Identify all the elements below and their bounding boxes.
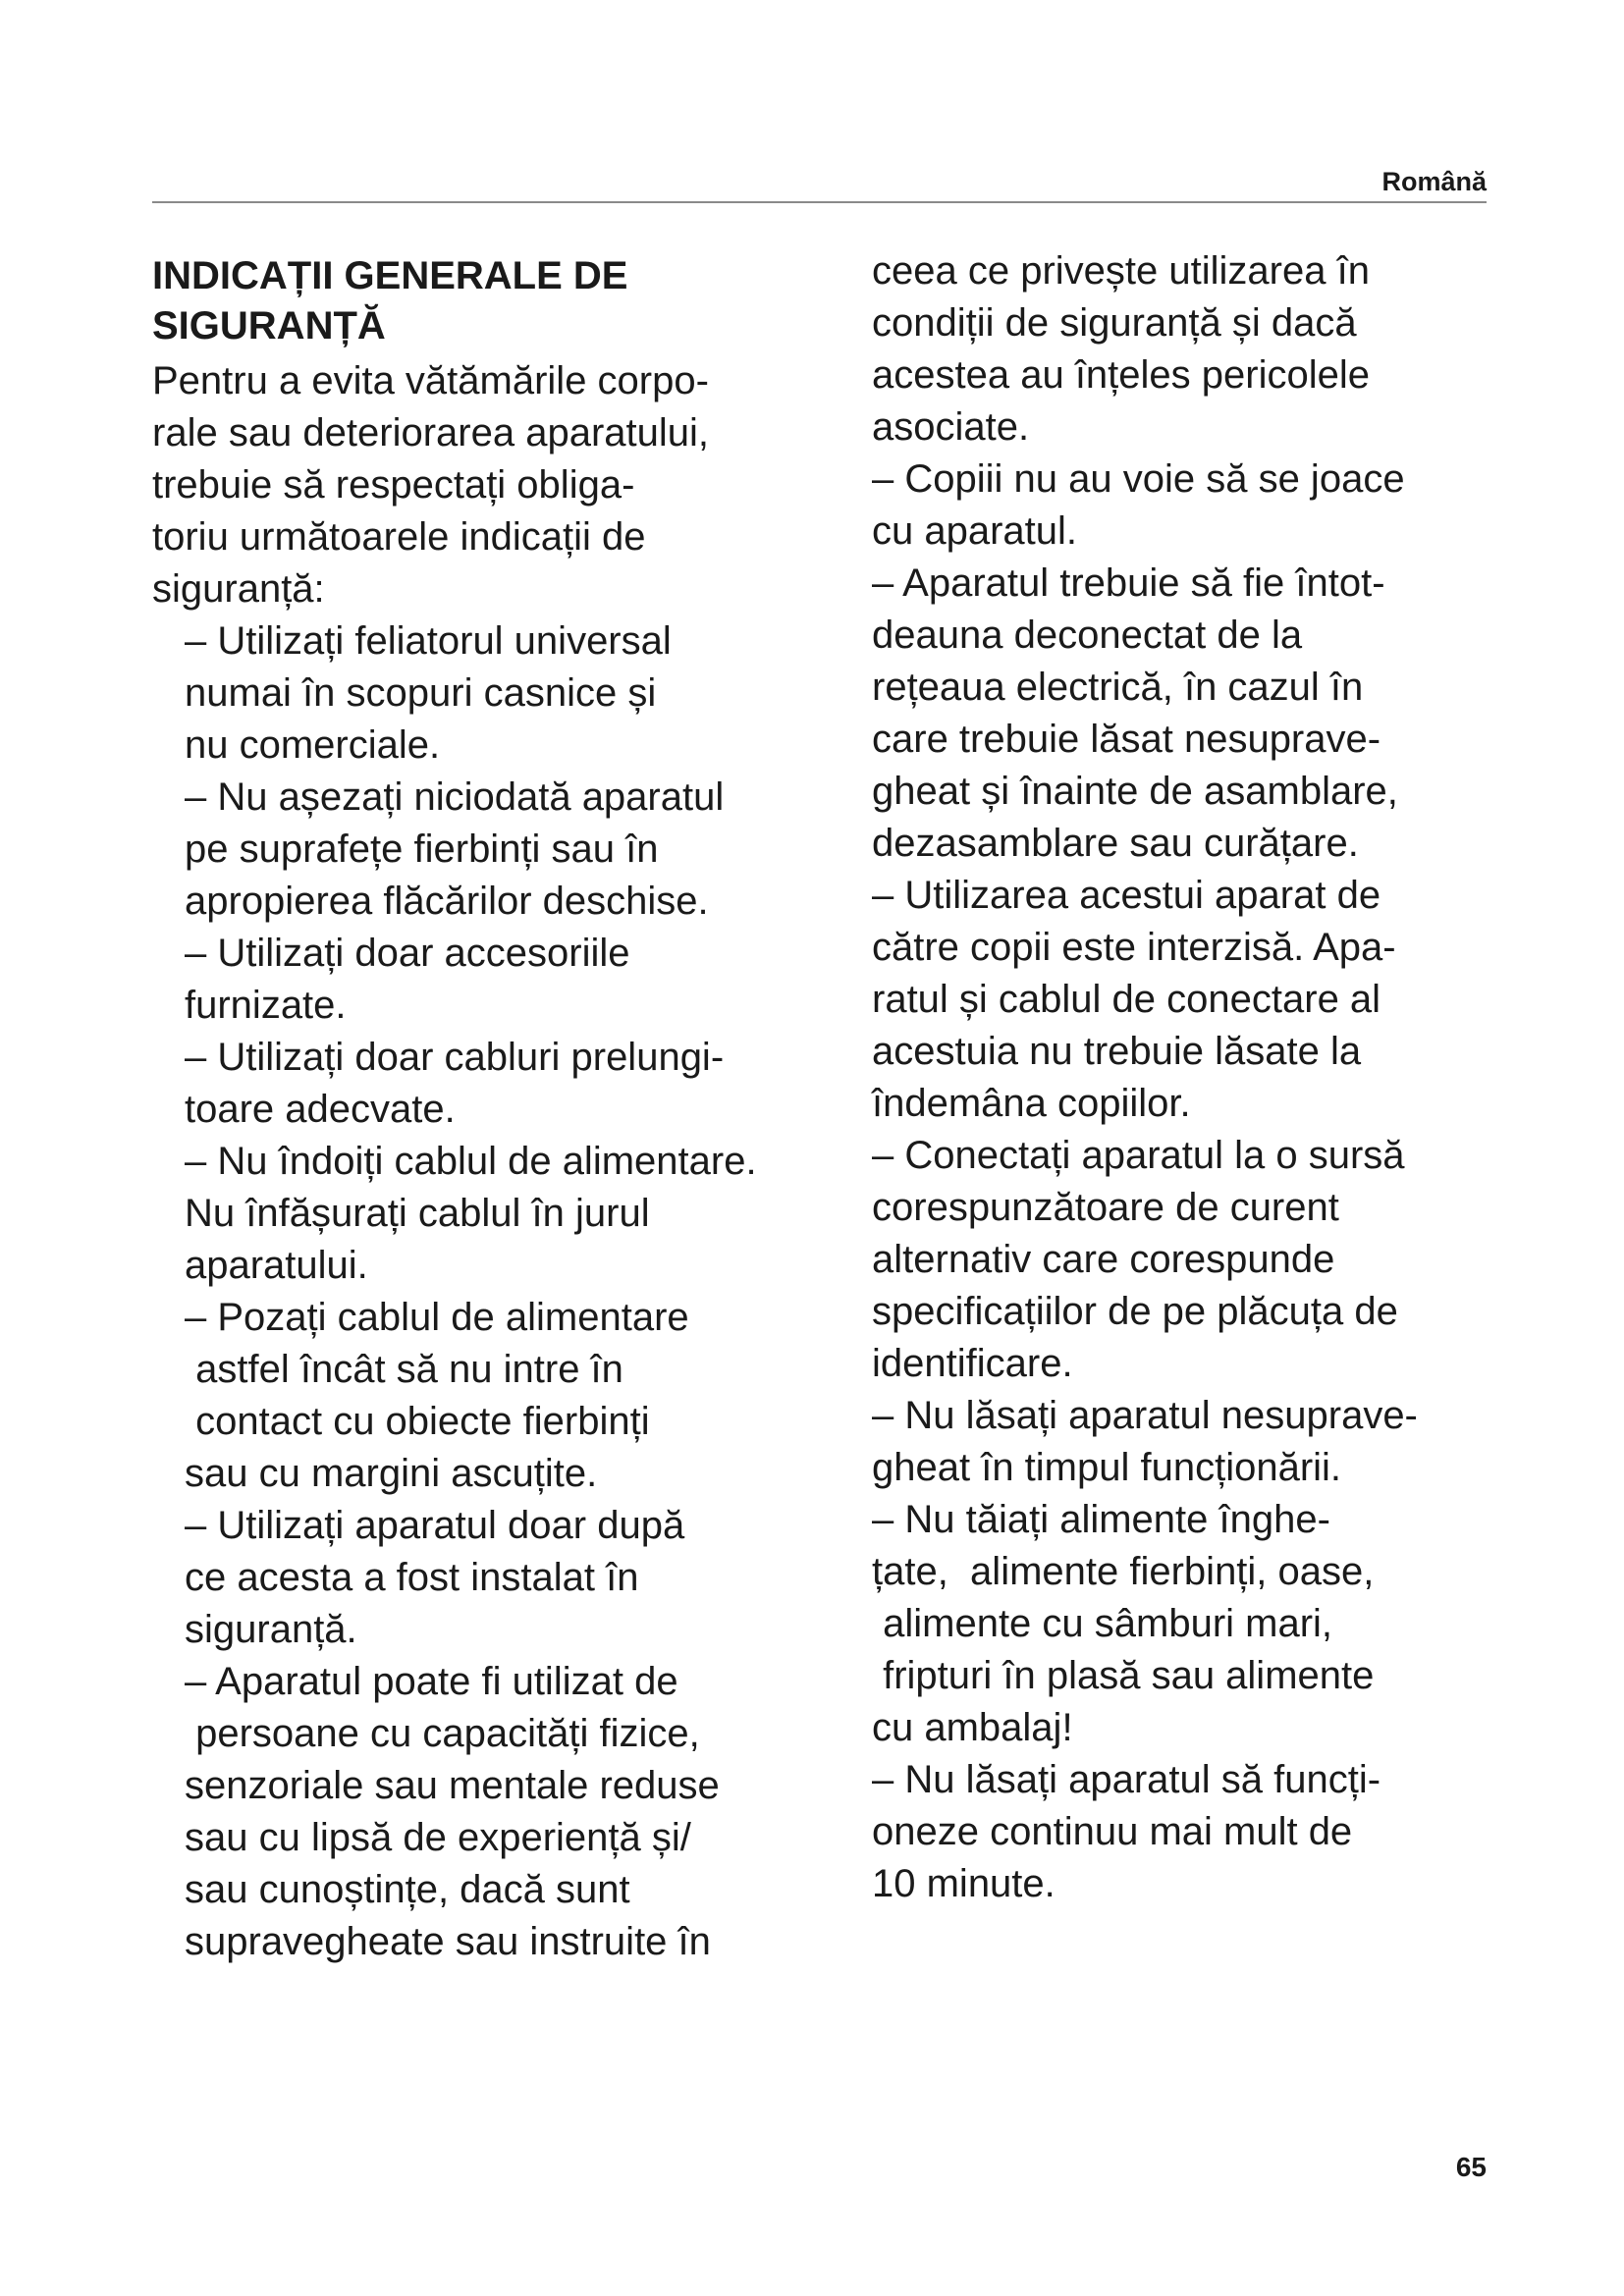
list-line: ce acesta a fost instalat în <box>185 1556 639 1599</box>
list-line: sau cunoștințe, dacă sunt <box>185 1868 630 1911</box>
list-line: țate, alimente fierbinți, oase, <box>872 1550 1375 1593</box>
intro-line: Pentru a evita vătămările corpo- <box>152 359 709 402</box>
list-line: – Utilizarea acestui aparat de <box>872 874 1381 917</box>
list-line: – Copiii nu au voie să se joace <box>872 457 1405 501</box>
list-line: acestea au înțeles pericolele <box>872 353 1370 397</box>
list-line: rețeaua electrică, în cazul în <box>872 666 1364 709</box>
list-line: dezasamblare sau curățare. <box>872 822 1359 865</box>
list-line: persoane cu capacități fizice, <box>185 1712 700 1755</box>
list-line: apropierea flăcărilor deschise. <box>185 880 709 923</box>
list-line: numai în scopuri casnice și <box>185 671 657 715</box>
title-line: INDICAȚII GENERALE DE <box>152 254 628 297</box>
list-line: Nu înfășurați cablul în jurul <box>185 1192 650 1235</box>
list-line: aparatului. <box>185 1244 368 1287</box>
list-line: fripturi în plasă sau alimente <box>872 1654 1375 1697</box>
list-line: condiții de siguranță și dacă <box>872 301 1357 345</box>
header-divider <box>152 201 1487 203</box>
list-line: toare adecvate. <box>185 1088 456 1131</box>
list-line: 10 minute. <box>872 1862 1056 1905</box>
list-line: pe suprafețe fierbinți sau în <box>185 828 659 871</box>
list-line: acestuia nu trebuie lăsate la <box>872 1030 1362 1073</box>
list-line: – Nu lăsați aparatul să funcți- <box>872 1758 1381 1801</box>
list-line: siguranță. <box>185 1608 357 1651</box>
header-language-label: Română <box>1381 167 1487 196</box>
list-line: ceea ce privește utilizarea în <box>872 249 1370 293</box>
list-line: specificațiilor de pe plăcuța de <box>872 1290 1398 1333</box>
safety-list-left <box>152 615 839 1968</box>
intro-line: toriu următoarele indicații de <box>152 515 646 559</box>
list-line: asociate. <box>872 405 1030 449</box>
list-line: alimente cu sâmburi mari, <box>872 1602 1333 1645</box>
list-line: gheat în timpul funcționării. <box>872 1446 1342 1489</box>
list-line: îndemâna copiilor. <box>872 1082 1191 1125</box>
list-line: – Utilizați doar accesoriile <box>185 932 630 975</box>
list-line: care trebuie lăsat nesuprave- <box>872 718 1381 761</box>
list-line: – Nu așezați niciodată aparatul <box>185 775 725 819</box>
list-line: – Pozați cablul de alimentare <box>185 1296 689 1339</box>
title-line: SIGURANȚĂ <box>152 304 386 347</box>
list-line: alternativ care corespunde <box>872 1238 1335 1281</box>
list-line: – Aparatul poate fi utilizat de <box>185 1660 678 1703</box>
page-number: 65 <box>1455 2152 1487 2182</box>
intro-line: rale sau deteriorarea aparatului, <box>152 411 710 454</box>
list-line: supravegheate sau instruite în <box>185 1920 711 1963</box>
list-line: – Utilizați feliatorul universal <box>185 619 672 663</box>
intro-line: trebuie să respectați obliga- <box>152 463 635 507</box>
section-title <box>152 251 839 351</box>
intro-paragraph <box>152 355 839 615</box>
list-line: cu ambalaj! <box>872 1706 1073 1749</box>
list-line: furnizate. <box>185 984 347 1027</box>
list-line: sau cu lipsă de experiență și/ <box>185 1816 691 1859</box>
list-line: nu comerciale. <box>185 723 441 767</box>
list-line: sau cu margini ascuțite. <box>185 1452 598 1495</box>
list-line: astfel încât să nu intre în <box>185 1348 623 1391</box>
list-line: deauna deconectat de la <box>872 614 1303 657</box>
list-line: – Utilizați doar cabluri prelungi- <box>185 1036 725 1079</box>
list-line: corespunzătoare de curent <box>872 1186 1339 1229</box>
list-line: – Nu tăiați alimente înghe- <box>872 1498 1330 1541</box>
list-line: contact cu obiecte fierbinți <box>185 1400 650 1443</box>
list-line: – Utilizați aparatul doar după <box>185 1504 685 1547</box>
list-line: ratul și cablul de conectare al <box>872 978 1381 1021</box>
list-line: gheat și înainte de asamblare, <box>872 770 1398 813</box>
left-column <box>152 245 839 1968</box>
list-line: – Conectați aparatul la o sursă <box>872 1134 1405 1177</box>
list-line: oneze continuu mai mult de <box>872 1810 1353 1853</box>
list-line: identificare. <box>872 1342 1073 1385</box>
intro-line: siguranță: <box>152 567 325 611</box>
list-line: – Nu lăsați aparatul nesuprave- <box>872 1394 1418 1437</box>
right-column <box>872 245 1500 1910</box>
list-line: cu aparatul. <box>872 509 1078 553</box>
list-line: senzoriale sau mentale reduse <box>185 1764 720 1807</box>
list-line: – Aparatul trebuie să fie întot- <box>872 561 1385 605</box>
list-line: – Nu îndoiți cablul de alimentare. <box>185 1140 757 1183</box>
list-line: către copii este interzisă. Apa- <box>872 926 1396 969</box>
